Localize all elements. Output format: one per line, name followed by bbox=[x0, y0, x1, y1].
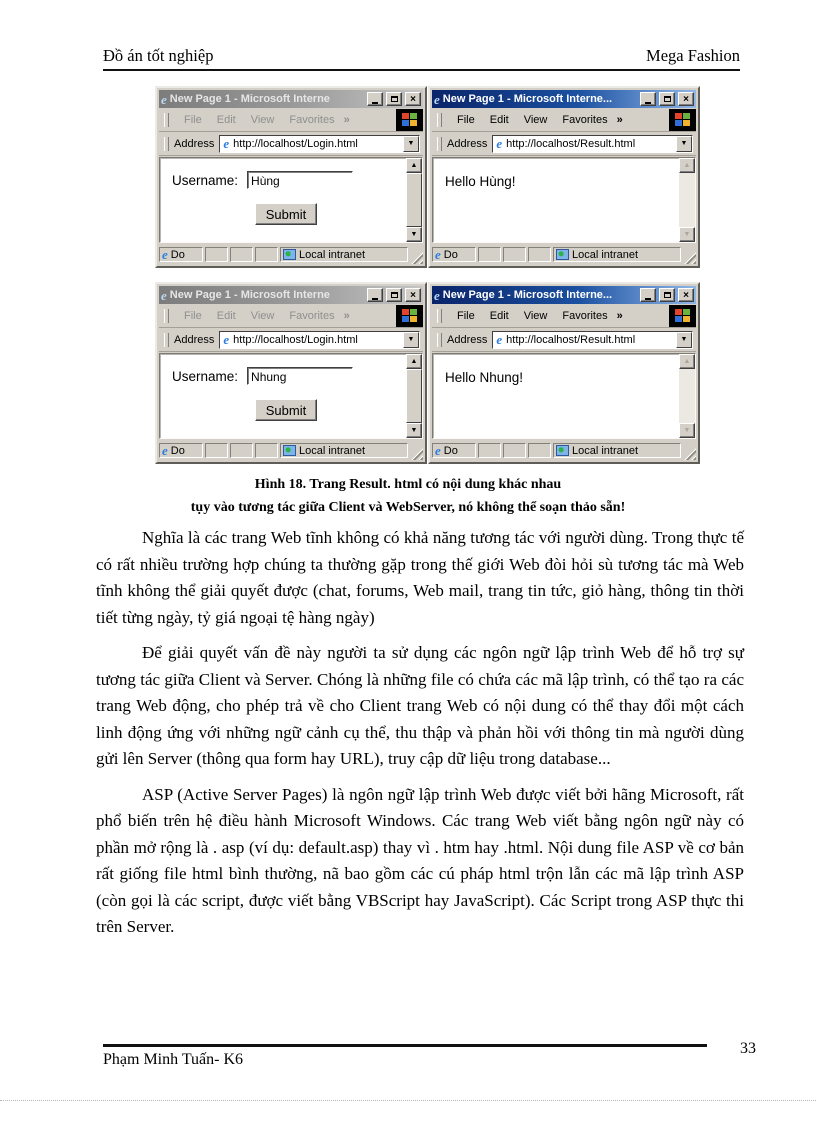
username-label: Username: bbox=[172, 172, 239, 188]
window-titlebar[interactable] bbox=[159, 90, 423, 108]
local-intranet-icon bbox=[556, 249, 569, 260]
status-pane bbox=[230, 247, 253, 262]
username-row bbox=[172, 171, 400, 189]
caption-line-1: Hình 18. Trang Result. html có nội dung khác nhau bbox=[254, 477, 562, 492]
status-pane bbox=[478, 247, 501, 262]
resize-grip[interactable] bbox=[683, 447, 696, 460]
result-page bbox=[433, 354, 679, 438]
status-bar bbox=[432, 439, 696, 460]
document-icon: e bbox=[435, 247, 441, 262]
menu-view[interactable]: View bbox=[523, 309, 548, 322]
minimize-icon bbox=[372, 102, 378, 104]
maximize-icon bbox=[391, 292, 398, 298]
toolbar-grip[interactable] bbox=[164, 137, 169, 151]
menu-bar bbox=[159, 108, 423, 132]
menu-view[interactable]: View bbox=[250, 113, 275, 126]
close-button[interactable]: × bbox=[405, 288, 421, 302]
toolbar-grip[interactable] bbox=[437, 113, 442, 127]
page-viewport bbox=[432, 353, 696, 439]
scroll-up-button[interactable]: ▲ bbox=[406, 354, 422, 369]
scroll-up-button[interactable]: ▲ bbox=[679, 158, 695, 173]
security-zone-text: Local intranet bbox=[572, 248, 639, 261]
toolbar-grip[interactable] bbox=[164, 309, 169, 323]
minimize-button[interactable] bbox=[367, 288, 383, 302]
greeting-text: Hello Nhung! bbox=[445, 370, 524, 385]
resize-grip[interactable] bbox=[683, 251, 696, 264]
status-pane bbox=[205, 443, 228, 458]
toolbar-grip[interactable] bbox=[164, 113, 169, 127]
page-footer bbox=[103, 1040, 756, 1069]
window-title: New Page 1 - Microsoft Interne... bbox=[442, 93, 613, 105]
window-title: New Page 1 - Microsoft Interne bbox=[169, 289, 330, 301]
username-input[interactable]: Nhung bbox=[247, 367, 353, 385]
page-header bbox=[103, 46, 740, 71]
close-button[interactable]: × bbox=[678, 288, 694, 302]
scroll-up-button[interactable]: ▲ bbox=[679, 354, 695, 369]
close-button[interactable]: × bbox=[405, 92, 421, 106]
submit-button[interactable]: Submit bbox=[255, 203, 317, 225]
security-zone-text: Local intranet bbox=[572, 444, 639, 457]
vertical-scrollbar[interactable] bbox=[406, 158, 422, 242]
toolbar-grip[interactable] bbox=[437, 333, 442, 347]
ie-logo-icon: e bbox=[161, 287, 167, 303]
screenshot-grid bbox=[155, 86, 700, 464]
windows-logo-icon bbox=[669, 109, 696, 131]
address-label: Address bbox=[174, 137, 215, 150]
toolbar-overflow-chevron[interactable]: » bbox=[616, 113, 623, 126]
status-pane bbox=[478, 443, 501, 458]
address-label: Address bbox=[447, 137, 488, 150]
menu-favorites[interactable]: Favorites bbox=[562, 309, 608, 322]
security-zone-text: Local intranet bbox=[299, 248, 366, 261]
security-zone-text: Local intranet bbox=[299, 444, 366, 457]
username-input[interactable]: Hùng bbox=[247, 171, 353, 189]
page-viewport bbox=[432, 157, 696, 243]
caption-line-2: tụy vào tương tác giữa Client và WebServer, nó không thể soạn thảo sẵn! bbox=[190, 500, 626, 515]
address-dropdown-button[interactable]: ▼ bbox=[403, 136, 419, 152]
toolbar-overflow-chevron[interactable]: » bbox=[343, 113, 350, 126]
page-favicon-icon: e bbox=[223, 332, 230, 347]
maximize-button[interactable] bbox=[659, 92, 675, 106]
maximize-icon bbox=[664, 292, 671, 298]
page-viewport bbox=[159, 353, 423, 439]
minimize-icon bbox=[645, 298, 651, 300]
scroll-down-button[interactable]: ▼ bbox=[679, 227, 695, 242]
address-url-text: http://localhost/Result.html bbox=[506, 333, 636, 346]
scrollbar-track[interactable] bbox=[679, 369, 695, 423]
status-pane bbox=[503, 443, 526, 458]
address-bar bbox=[159, 328, 423, 352]
vertical-scrollbar[interactable] bbox=[679, 158, 695, 242]
window-title: New Page 1 - Microsoft Interne... bbox=[442, 289, 613, 301]
document-icon: e bbox=[162, 247, 168, 262]
maximize-icon bbox=[664, 96, 671, 102]
greeting-text: Hello Hùng! bbox=[445, 174, 516, 189]
address-url-text: http://localhost/Result.html bbox=[506, 137, 636, 150]
security-zone-pane bbox=[553, 247, 681, 262]
maximize-button[interactable] bbox=[659, 288, 675, 302]
minimize-icon bbox=[372, 298, 378, 300]
address-input[interactable] bbox=[219, 331, 420, 349]
security-zone-pane bbox=[553, 443, 681, 458]
status-done-text: Do bbox=[170, 444, 185, 457]
resize-grip[interactable] bbox=[410, 251, 423, 264]
vertical-scrollbar[interactable] bbox=[406, 354, 422, 438]
ie-logo-icon: e bbox=[434, 287, 440, 303]
menu-edit[interactable]: Edit bbox=[489, 113, 509, 126]
minimize-icon bbox=[645, 102, 651, 104]
menu-view[interactable]: View bbox=[250, 309, 275, 322]
menu-favorites[interactable]: Favorites bbox=[289, 309, 335, 322]
toolbar-grip[interactable] bbox=[437, 137, 442, 151]
address-url-text: http://localhost/Login.html bbox=[233, 333, 358, 346]
status-done-text: Do bbox=[443, 248, 458, 261]
status-pane bbox=[255, 443, 278, 458]
address-input[interactable] bbox=[492, 331, 693, 349]
security-zone-pane bbox=[280, 247, 408, 262]
paragraph: ASP (Active Server Pages) là ngôn ngữ lập trình Web được viết bởi hãng Microsoft, rất phổ biến trên hệ điều hành Microsoft Windows. Các trang Web viết bằng ngôn ngữ này có phần mở rộng là . asp (ví dụ: default.asp) thay vì . htm hay .html. Nội dung file ASP về cơ bản rất giống file html bình thường, nã bao gồm các cú pháp html trộn lẫn các mã lập trình ASP (còn gọi là các script, được viết bằng VBScript hay JavaScript). Các Script trong ASP thực thi trên Server. bbox=[96, 784, 744, 936]
menu-view[interactable]: View bbox=[523, 113, 548, 126]
toolbar-overflow-chevron[interactable]: » bbox=[616, 309, 623, 322]
security-zone-pane bbox=[280, 443, 408, 458]
page-boundary-divider bbox=[0, 1100, 816, 1101]
footer-rule bbox=[103, 1044, 707, 1047]
login-page bbox=[160, 158, 406, 242]
status-done-pane bbox=[432, 443, 476, 458]
document-icon: e bbox=[435, 443, 441, 458]
header-right-text: Mega Fashion bbox=[646, 46, 740, 65]
status-pane bbox=[503, 247, 526, 262]
browser-window bbox=[428, 86, 700, 268]
login-page bbox=[160, 354, 406, 438]
close-button[interactable]: × bbox=[678, 92, 694, 106]
menu-bar bbox=[432, 304, 696, 328]
paragraph: Nghĩa là các trang Web tĩnh không có khả năng tương tác với người dùng. Trong thực tế có rất nhiều trường hợp chúng ta thường gặp trong thế giới Web đòi hỏi sù tương tác mà Web tĩnh không thể giải quyết được (chat, forums, Web mail, trang tin tức, giỏ hàng, thông tin thời tiết từng ngày, tỷ giá ngoại tệ hàng ngày) bbox=[96, 528, 744, 627]
address-dropdown-button[interactable]: ▼ bbox=[676, 332, 692, 348]
window-titlebar[interactable] bbox=[432, 90, 696, 108]
ie-logo-icon: e bbox=[161, 91, 167, 107]
address-bar bbox=[432, 328, 696, 352]
maximize-icon bbox=[391, 96, 398, 102]
scroll-down-button[interactable]: ▼ bbox=[406, 227, 422, 242]
result-page bbox=[433, 158, 679, 242]
address-bar bbox=[159, 132, 423, 156]
page-favicon-icon: e bbox=[223, 136, 230, 151]
paragraph: Để giải quyết vấn đề này người ta sử dụng các ngôn ngữ lập trình Web để hỗ trợ sự tương tác giữa Client và Server. Chóng là những file có chứa các mã lập trình, có thể tạo ra các trang Web động, cho phép trả về cho Client trang Web có nội dung có thể thay đổi một cách linh động ứng với những ngữ cảnh cụ thể, thu thập và phản hồi với thông tin mà người dùng gửi lên Server (thông qua form hay URL), truy cập dữ liệu trong database... bbox=[96, 643, 744, 768]
scrollbar-track[interactable] bbox=[679, 173, 695, 227]
local-intranet-icon bbox=[283, 249, 296, 260]
page-favicon-icon: e bbox=[496, 332, 503, 347]
address-dropdown-button[interactable]: ▼ bbox=[403, 332, 419, 348]
browser-window bbox=[155, 282, 427, 464]
figure-caption bbox=[60, 473, 756, 519]
status-done-text: Do bbox=[170, 248, 185, 261]
page-number: 33 bbox=[740, 1040, 756, 1057]
status-pane bbox=[205, 247, 228, 262]
menu-bar bbox=[432, 108, 696, 132]
menu-file[interactable]: File bbox=[457, 113, 475, 126]
address-dropdown-button[interactable]: ▼ bbox=[676, 136, 692, 152]
status-pane bbox=[528, 247, 551, 262]
windows-logo-icon bbox=[669, 305, 696, 327]
minimize-button[interactable] bbox=[640, 288, 656, 302]
resize-grip[interactable] bbox=[410, 447, 423, 460]
menu-favorites[interactable]: Favorites bbox=[562, 113, 608, 126]
menu-edit[interactable]: Edit bbox=[216, 309, 236, 322]
window-title: New Page 1 - Microsoft Interne bbox=[169, 93, 330, 105]
toolbar-grip[interactable] bbox=[437, 309, 442, 323]
status-bar bbox=[432, 243, 696, 264]
status-bar bbox=[159, 439, 423, 460]
address-url-text: http://localhost/Login.html bbox=[233, 137, 358, 150]
browser-window bbox=[155, 86, 427, 268]
status-pane bbox=[230, 443, 253, 458]
status-pane bbox=[528, 443, 551, 458]
local-intranet-icon bbox=[283, 445, 296, 456]
status-pane bbox=[255, 247, 278, 262]
minimize-button[interactable] bbox=[367, 92, 383, 106]
browser-window bbox=[428, 282, 700, 464]
body-text bbox=[96, 525, 744, 950]
header-left-text: Đồ án tốt nghiệp bbox=[103, 46, 214, 65]
scroll-down-button[interactable]: ▼ bbox=[679, 423, 695, 438]
username-row bbox=[172, 367, 400, 385]
toolbar-overflow-chevron[interactable]: » bbox=[343, 309, 350, 322]
address-input[interactable] bbox=[219, 135, 420, 153]
scrollbar-track[interactable] bbox=[406, 369, 422, 423]
minimize-button[interactable] bbox=[640, 92, 656, 106]
windows-logo-icon bbox=[396, 305, 423, 327]
menu-file[interactable]: File bbox=[457, 309, 475, 322]
menu-favorites[interactable]: Favorites bbox=[289, 113, 335, 126]
document-icon: e bbox=[162, 443, 168, 458]
vertical-scrollbar[interactable] bbox=[679, 354, 695, 438]
status-done-pane bbox=[159, 443, 203, 458]
page-viewport bbox=[159, 157, 423, 243]
status-done-pane bbox=[159, 247, 203, 262]
menu-file[interactable]: File bbox=[184, 309, 202, 322]
address-label: Address bbox=[447, 333, 488, 346]
window-titlebar[interactable] bbox=[159, 286, 423, 304]
submit-button[interactable]: Submit bbox=[255, 399, 317, 421]
status-bar bbox=[159, 243, 423, 264]
menu-bar bbox=[159, 304, 423, 328]
scroll-down-button[interactable]: ▼ bbox=[406, 423, 422, 438]
address-bar bbox=[432, 132, 696, 156]
local-intranet-icon bbox=[556, 445, 569, 456]
status-done-text: Do bbox=[443, 444, 458, 457]
page-favicon-icon: e bbox=[496, 136, 503, 151]
footer-author: Phạm Minh Tuấn- K6 bbox=[103, 1051, 244, 1068]
maximize-button[interactable] bbox=[386, 288, 402, 302]
toolbar-grip[interactable] bbox=[164, 333, 169, 347]
menu-edit[interactable]: Edit bbox=[489, 309, 509, 322]
scroll-up-button[interactable]: ▲ bbox=[406, 158, 422, 173]
windows-logo-icon bbox=[396, 109, 423, 131]
window-titlebar[interactable] bbox=[432, 286, 696, 304]
menu-edit[interactable]: Edit bbox=[216, 113, 236, 126]
menu-file[interactable]: File bbox=[184, 113, 202, 126]
username-label: Username: bbox=[172, 368, 239, 384]
address-input[interactable] bbox=[492, 135, 693, 153]
maximize-button[interactable] bbox=[386, 92, 402, 106]
scrollbar-track[interactable] bbox=[406, 173, 422, 227]
ie-logo-icon: e bbox=[434, 91, 440, 107]
status-done-pane bbox=[432, 247, 476, 262]
figure bbox=[155, 86, 700, 464]
address-label: Address bbox=[174, 333, 215, 346]
